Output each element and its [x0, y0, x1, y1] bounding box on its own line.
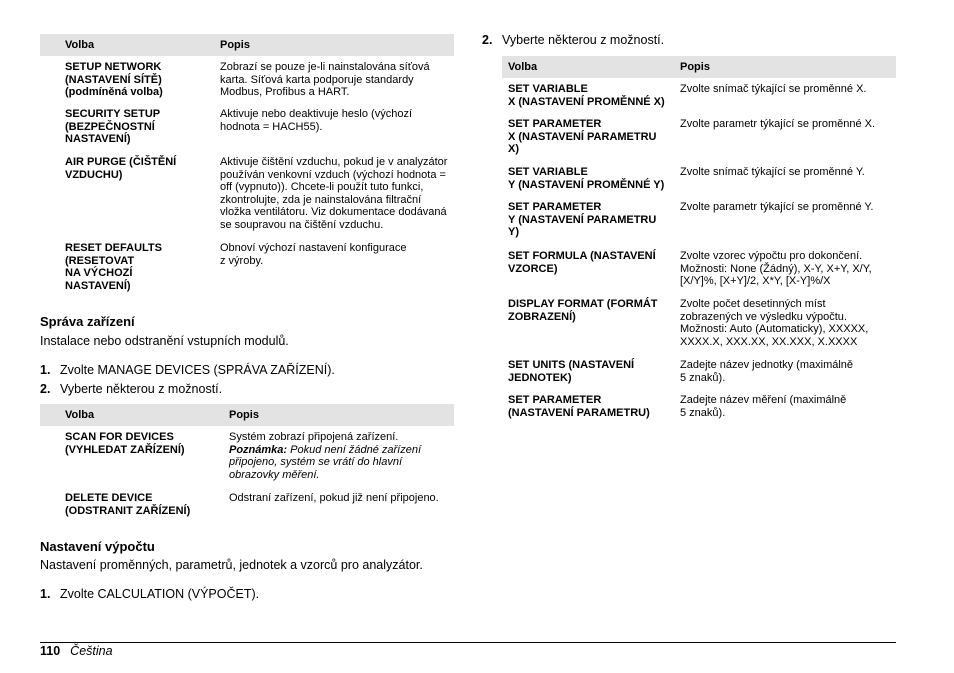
column-header-option: Volba	[502, 56, 674, 78]
step-number: 2.	[40, 382, 51, 396]
table-row	[40, 104, 454, 152]
footer-divider	[40, 642, 896, 643]
description-cell: Zvolte parametr týkající se proměnné X.	[680, 118, 876, 130]
table-row	[40, 426, 454, 488]
step-1	[40, 587, 259, 601]
option-cell: RESET DEFAULTS (RESETOVAT NA VÝCHOZÍ NASTAVENÍ)	[65, 242, 162, 292]
description-text: Systém zobrazí připojená zařízení.	[229, 431, 399, 443]
description-cell: Obnoví výchozí nastavení konfigurace z výroby.	[220, 242, 407, 267]
description-cell: Aktivuje čištění vzduchu, pokud je v analyzátor používán venkovní vzduch (výchozí hodnota = off (vypnuto)). Chcete-li použít tuto funkci, zkontrolujte, zda je nainstalována filtrační vložka ventilátoru. Viz dokumentace dodávaná se soupravou na čištění vzduchu.	[220, 156, 448, 231]
option-cell: SET PARAMETER X (NASTAVENÍ PARAMETRU X)	[508, 118, 657, 156]
description-cell: Zobrazí se pouze je-li nainstalována síťová karta. Síťová karta podporuje standardy Modbus, Profibus a HART.	[220, 61, 430, 99]
option-cell: SCAN FOR DEVICES (VYHLEDAT ZAŘÍZENÍ)	[65, 431, 185, 456]
description-cell: Zadejte název měření (maximálně 5 znaků).	[680, 394, 847, 419]
table-row	[40, 152, 454, 238]
column-header-description: Popis	[674, 56, 896, 78]
option-cell: SET FORMULA (NASTAVENÍ VZORCE)	[508, 250, 656, 275]
table-row	[502, 245, 896, 293]
table-row	[40, 488, 454, 524]
section-heading-calculation: Nastavení výpočtu	[40, 539, 155, 554]
section-intro: Instalace nebo odstranění vstupních modulů.	[40, 334, 289, 348]
note-label: Poznámka:	[229, 443, 288, 456]
description-cell: Odstraní zařízení, pokud již není připojeno.	[229, 492, 439, 504]
table-row	[40, 238, 454, 298]
option-cell: DELETE DEVICE (ODSTRANIT ZAŘÍZENÍ)	[65, 492, 191, 517]
column-header-description: Popis	[223, 404, 454, 426]
page-footer	[40, 644, 113, 658]
page-number: 110	[40, 644, 61, 658]
description-cell: Aktivuje nebo deaktivuje heslo (výchozí hodnota = HACH55).	[220, 108, 412, 133]
footer-language: Čeština	[70, 644, 113, 658]
step-1	[40, 363, 335, 377]
step-number: 1.	[40, 363, 51, 377]
description-cell: Zvolte vzorec výpočtu pro dokončení. Možnosti: None (Žádný), X-Y, X+Y, X/Y, [X/Y]%, [X+Y]/2, X*Y, [X-Y]%/X	[680, 250, 872, 288]
option-cell: SET PARAMETER (NASTAVENÍ PARAMETRU)	[508, 394, 650, 419]
table-row	[502, 78, 896, 113]
description-cell: Zadejte název jednotky (maximálně 5 znaků).	[680, 359, 854, 384]
description-cell	[223, 426, 454, 488]
table-row	[502, 354, 896, 389]
column-header-description: Popis	[214, 34, 454, 56]
column-header-option: Volba	[40, 34, 214, 56]
option-cell: SETUP NETWORK (NASTAVENÍ SÍTĚ) (podmíněná volba)	[65, 61, 163, 99]
options-table-2	[40, 404, 454, 524]
section-intro: Nastavení proměnných, parametrů, jednotek a vzorců pro analyzátor.	[40, 558, 423, 572]
option-cell: DISPLAY FORMAT (FORMÁT ZOBRAZENÍ)	[508, 298, 658, 323]
description-cell: Zvolte parametr týkající se proměnné Y.	[680, 201, 874, 213]
step-number: 1.	[40, 587, 51, 601]
table-row	[502, 293, 896, 354]
option-cell: SECURITY SETUP (BEZPEČNOSTNÍ NASTAVENÍ)	[65, 108, 161, 146]
option-cell: AIR PURGE (ČIŠTĚNÍ VZDUCHU)	[65, 156, 177, 181]
section-heading-device-management: Správa zařízení	[40, 314, 135, 329]
note	[229, 444, 421, 481]
options-table-3	[502, 56, 896, 424]
table-row	[502, 113, 896, 161]
option-cell: SET PARAMETER Y (NASTAVENÍ PARAMETRU Y)	[508, 201, 657, 239]
table-row	[502, 161, 896, 196]
table-row	[502, 196, 896, 245]
step-2	[482, 33, 664, 47]
option-cell: SET UNITS (NASTAVENÍ JEDNOTEK)	[508, 359, 635, 384]
description-cell: Zvolte snímač týkající se proměnné Y.	[680, 166, 865, 178]
table-row	[502, 389, 896, 424]
table-row	[40, 56, 454, 104]
step-2	[40, 382, 222, 396]
step-text: Vyberte některou z možností.	[502, 33, 665, 47]
column-header-option: Volba	[40, 404, 223, 426]
note-text: Pokud není žádné zařízení připojeno, systém se vrátí do hlavní obrazovky měření.	[229, 443, 422, 481]
step-text: Zvolte MANAGE DEVICES (SPRÁVA ZAŘÍZENÍ).	[60, 363, 335, 377]
option-cell: SET VARIABLE X (NASTAVENÍ PROMĚNNÉ X)	[508, 83, 665, 108]
options-table-1	[40, 34, 454, 298]
description-cell: Zvolte snímač týkající se proměnné X.	[680, 83, 867, 95]
option-cell: SET VARIABLE Y (NASTAVENÍ PROMĚNNÉ Y)	[508, 166, 665, 191]
step-text: Vyberte některou z možností.	[60, 382, 223, 396]
step-number: 2.	[482, 33, 493, 47]
step-text: Zvolte CALCULATION (VÝPOČET).	[60, 587, 260, 601]
description-cell: Zvolte počet desetinných míst zobrazených ve výsledku výpočtu. Možnosti: Auto (Automaticky), XXXXX, XXXX.X, XXX.XX, XX.XXX, X.XXXX	[680, 298, 869, 348]
